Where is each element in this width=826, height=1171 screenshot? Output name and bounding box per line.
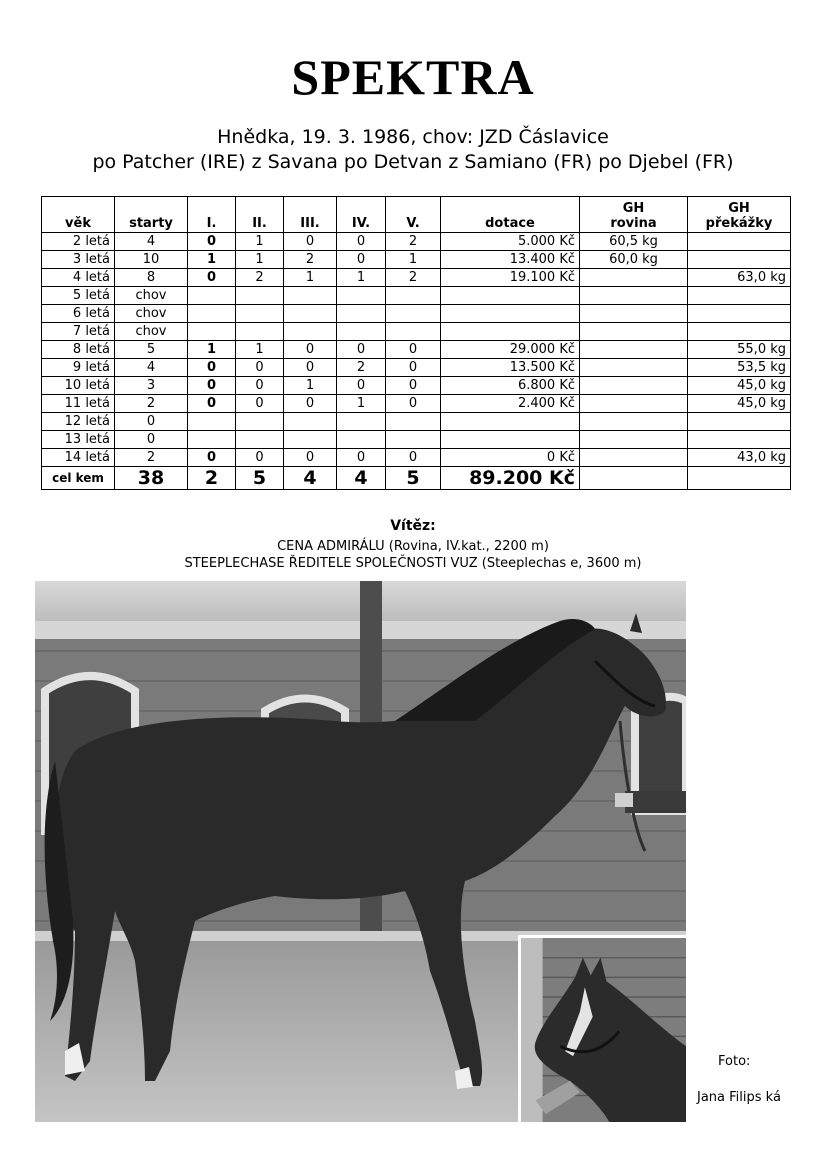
cell-age: 9 letá bbox=[42, 359, 115, 377]
cell-gh-jump bbox=[688, 413, 791, 431]
cell-gh-flat bbox=[580, 431, 688, 449]
table-row bbox=[42, 413, 791, 431]
cell-first: 0 bbox=[188, 449, 236, 467]
cell-second: 0 bbox=[236, 449, 284, 467]
cell-age: 8 letá bbox=[42, 341, 115, 359]
table-row bbox=[42, 305, 791, 323]
cell-third: 0 bbox=[284, 233, 337, 251]
total-label: cel kem bbox=[42, 467, 115, 490]
header-gh-flat bbox=[580, 197, 688, 233]
cell-prize: 5.000 Kč bbox=[441, 233, 580, 251]
cell-age: 14 letá bbox=[42, 449, 115, 467]
pedigree-line: po Patcher (IRE) z Savana po Detvan z Samiano (FR) po Djebel (FR) bbox=[92, 151, 734, 173]
cell-second: 1 bbox=[236, 341, 284, 359]
cell-second: 0 bbox=[236, 377, 284, 395]
cell-first: 1 bbox=[188, 341, 236, 359]
cell-age: 13 letá bbox=[42, 431, 115, 449]
header-age: věk bbox=[42, 197, 115, 233]
cell-gh-jump: 45,0 kg bbox=[688, 377, 791, 395]
header-fifth: V. bbox=[386, 197, 441, 233]
cell-starts: 2 bbox=[115, 395, 188, 413]
cell-age: 10 letá bbox=[42, 377, 115, 395]
total-second: 5 bbox=[236, 467, 284, 490]
cell-fourth: 1 bbox=[337, 395, 386, 413]
cell-fourth: 0 bbox=[337, 233, 386, 251]
header-gh-jump-line2: překážky bbox=[705, 216, 773, 231]
total-gh-jump bbox=[688, 467, 791, 490]
winner-heading: Vítěz: bbox=[390, 518, 436, 534]
cell-starts: chov bbox=[115, 287, 188, 305]
cell-gh-flat bbox=[580, 449, 688, 467]
cell-fifth: 0 bbox=[386, 377, 441, 395]
header-fourth: IV. bbox=[337, 197, 386, 233]
cell-second: 1 bbox=[236, 233, 284, 251]
cell-prize bbox=[441, 305, 580, 323]
cell-fifth bbox=[386, 287, 441, 305]
cell-prize: 2.400 Kč bbox=[441, 395, 580, 413]
cell-starts: 5 bbox=[115, 341, 188, 359]
cell-third bbox=[284, 431, 337, 449]
cell-second: 0 bbox=[236, 395, 284, 413]
cell-starts: 2 bbox=[115, 449, 188, 467]
cell-age: 12 letá bbox=[42, 413, 115, 431]
cell-first: 1 bbox=[188, 251, 236, 269]
photo-credit-name: Jana Filips ká bbox=[697, 1090, 781, 1105]
cell-fourth: 2 bbox=[337, 359, 386, 377]
table-row bbox=[42, 341, 791, 359]
cell-gh-flat bbox=[580, 269, 688, 287]
cell-age: 5 letá bbox=[42, 287, 115, 305]
cell-first bbox=[188, 287, 236, 305]
cell-first bbox=[188, 413, 236, 431]
table-row bbox=[42, 287, 791, 305]
table-total-row bbox=[42, 467, 791, 490]
cell-starts: chov bbox=[115, 305, 188, 323]
cell-starts: 4 bbox=[115, 359, 188, 377]
header-gh-jump-line1: GH bbox=[728, 201, 750, 216]
cell-third: 0 bbox=[284, 395, 337, 413]
cell-age: 4 letá bbox=[42, 269, 115, 287]
total-starts: 38 bbox=[115, 467, 188, 490]
winner-race-1: CENA ADMIRÁLU (Rovina, IV.kat., 2200 m) bbox=[277, 539, 549, 554]
cell-gh-jump bbox=[688, 323, 791, 341]
header-starts: starty bbox=[115, 197, 188, 233]
total-fourth: 4 bbox=[337, 467, 386, 490]
header-first: I. bbox=[188, 197, 236, 233]
cell-third: 0 bbox=[284, 449, 337, 467]
cell-fourth: 0 bbox=[337, 449, 386, 467]
cell-second bbox=[236, 413, 284, 431]
header-second: II. bbox=[236, 197, 284, 233]
cell-first bbox=[188, 431, 236, 449]
photo-credit-label: Foto: bbox=[718, 1054, 751, 1069]
cell-fourth: 0 bbox=[337, 377, 386, 395]
cell-gh-flat bbox=[580, 395, 688, 413]
cell-fourth: 0 bbox=[337, 341, 386, 359]
race-stats-table bbox=[41, 196, 791, 490]
cell-fourth: 1 bbox=[337, 269, 386, 287]
table-row bbox=[42, 323, 791, 341]
cell-prize: 29.000 Kč bbox=[441, 341, 580, 359]
cell-gh-flat bbox=[580, 377, 688, 395]
cell-gh-flat bbox=[580, 359, 688, 377]
table-row bbox=[42, 269, 791, 287]
cell-first: 0 bbox=[188, 359, 236, 377]
winner-race-2: STEEPLECHASE ŘEDITELE SPOLEČNOSTI VUZ (Steeplechas e, 3600 m) bbox=[184, 556, 642, 571]
cell-starts: 3 bbox=[115, 377, 188, 395]
total-prize: 89.200 Kč bbox=[441, 467, 580, 490]
cell-prize: 19.100 Kč bbox=[441, 269, 580, 287]
cell-age: 2 letá bbox=[42, 233, 115, 251]
cell-starts: 10 bbox=[115, 251, 188, 269]
header-gh-flat-line1: GH bbox=[622, 201, 645, 216]
cell-gh-flat bbox=[580, 287, 688, 305]
cell-third: 1 bbox=[284, 377, 337, 395]
cell-prize: 13.400 Kč bbox=[441, 251, 580, 269]
cell-gh-jump: 55,0 kg bbox=[688, 341, 791, 359]
cell-gh-jump: 63,0 kg bbox=[688, 269, 791, 287]
cell-fifth: 0 bbox=[386, 395, 441, 413]
cell-first: 0 bbox=[188, 377, 236, 395]
cell-fourth bbox=[337, 431, 386, 449]
cell-second bbox=[236, 323, 284, 341]
cell-gh-flat: 60,0 kg bbox=[580, 251, 688, 269]
cell-second bbox=[236, 431, 284, 449]
cell-prize: 0 Kč bbox=[441, 449, 580, 467]
total-gh-flat bbox=[580, 467, 688, 490]
cell-first: 0 bbox=[188, 233, 236, 251]
header-third: III. bbox=[284, 197, 337, 233]
cell-starts: 0 bbox=[115, 431, 188, 449]
cell-fourth bbox=[337, 323, 386, 341]
table-row bbox=[42, 233, 791, 251]
header-prize: dotace bbox=[441, 197, 580, 233]
cell-fifth bbox=[386, 431, 441, 449]
cell-fifth: 0 bbox=[386, 359, 441, 377]
table-row bbox=[42, 359, 791, 377]
cell-fourth bbox=[337, 305, 386, 323]
table-row bbox=[42, 431, 791, 449]
cell-gh-jump bbox=[688, 251, 791, 269]
cell-second: 2 bbox=[236, 269, 284, 287]
cell-starts: 8 bbox=[115, 269, 188, 287]
cell-fourth bbox=[337, 413, 386, 431]
cell-first: 0 bbox=[188, 269, 236, 287]
header-gh-flat-line2: rovina bbox=[610, 216, 657, 231]
cell-third: 0 bbox=[284, 341, 337, 359]
cell-gh-flat: 60,5 kg bbox=[580, 233, 688, 251]
table-row bbox=[42, 395, 791, 413]
header-gh-jump bbox=[688, 197, 791, 233]
cell-prize: 13.500 Kč bbox=[441, 359, 580, 377]
cell-third bbox=[284, 287, 337, 305]
cell-starts: 4 bbox=[115, 233, 188, 251]
cell-age: 7 letá bbox=[42, 323, 115, 341]
cell-fifth: 2 bbox=[386, 233, 441, 251]
cell-second: 1 bbox=[236, 251, 284, 269]
page-title: SPEKTRA bbox=[291, 49, 535, 105]
cell-third: 0 bbox=[284, 359, 337, 377]
cell-fifth bbox=[386, 323, 441, 341]
cell-prize bbox=[441, 431, 580, 449]
cell-gh-jump bbox=[688, 287, 791, 305]
cell-gh-jump: 53,5 kg bbox=[688, 359, 791, 377]
cell-fourth: 0 bbox=[337, 251, 386, 269]
table-header-row bbox=[42, 197, 791, 233]
cell-starts: 0 bbox=[115, 413, 188, 431]
cell-fifth: 0 bbox=[386, 341, 441, 359]
horse-head-photo bbox=[518, 935, 686, 1122]
cell-prize bbox=[441, 413, 580, 431]
total-third: 4 bbox=[284, 467, 337, 490]
table-row bbox=[42, 251, 791, 269]
cell-prize bbox=[441, 287, 580, 305]
total-fifth: 5 bbox=[386, 467, 441, 490]
cell-fifth bbox=[386, 305, 441, 323]
cell-fifth: 2 bbox=[386, 269, 441, 287]
cell-age: 3 letá bbox=[42, 251, 115, 269]
cell-first: 0 bbox=[188, 395, 236, 413]
cell-third bbox=[284, 413, 337, 431]
cell-third bbox=[284, 323, 337, 341]
table-row bbox=[42, 377, 791, 395]
cell-fifth: 1 bbox=[386, 251, 441, 269]
cell-first bbox=[188, 305, 236, 323]
cell-gh-jump bbox=[688, 431, 791, 449]
cell-gh-jump: 43,0 kg bbox=[688, 449, 791, 467]
cell-prize bbox=[441, 323, 580, 341]
cell-starts: chov bbox=[115, 323, 188, 341]
cell-gh-flat bbox=[580, 323, 688, 341]
cell-gh-jump: 45,0 kg bbox=[688, 395, 791, 413]
cell-fifth: 0 bbox=[386, 449, 441, 467]
cell-third: 2 bbox=[284, 251, 337, 269]
cell-third bbox=[284, 305, 337, 323]
cell-second bbox=[236, 287, 284, 305]
cell-age: 11 letá bbox=[42, 395, 115, 413]
cell-second bbox=[236, 305, 284, 323]
cell-gh-jump bbox=[688, 233, 791, 251]
cell-first bbox=[188, 323, 236, 341]
cell-gh-jump bbox=[688, 305, 791, 323]
cell-second: 0 bbox=[236, 359, 284, 377]
cell-age: 6 letá bbox=[42, 305, 115, 323]
cell-gh-flat bbox=[580, 305, 688, 323]
cell-fifth bbox=[386, 413, 441, 431]
table-row bbox=[42, 449, 791, 467]
cell-gh-flat bbox=[580, 341, 688, 359]
cell-prize: 6.800 Kč bbox=[441, 377, 580, 395]
total-first: 2 bbox=[188, 467, 236, 490]
horse-info-line: Hnědka, 19. 3. 1986, chov: JZD Čáslavice bbox=[217, 126, 609, 148]
cell-third: 1 bbox=[284, 269, 337, 287]
cell-fourth bbox=[337, 287, 386, 305]
cell-gh-flat bbox=[580, 413, 688, 431]
